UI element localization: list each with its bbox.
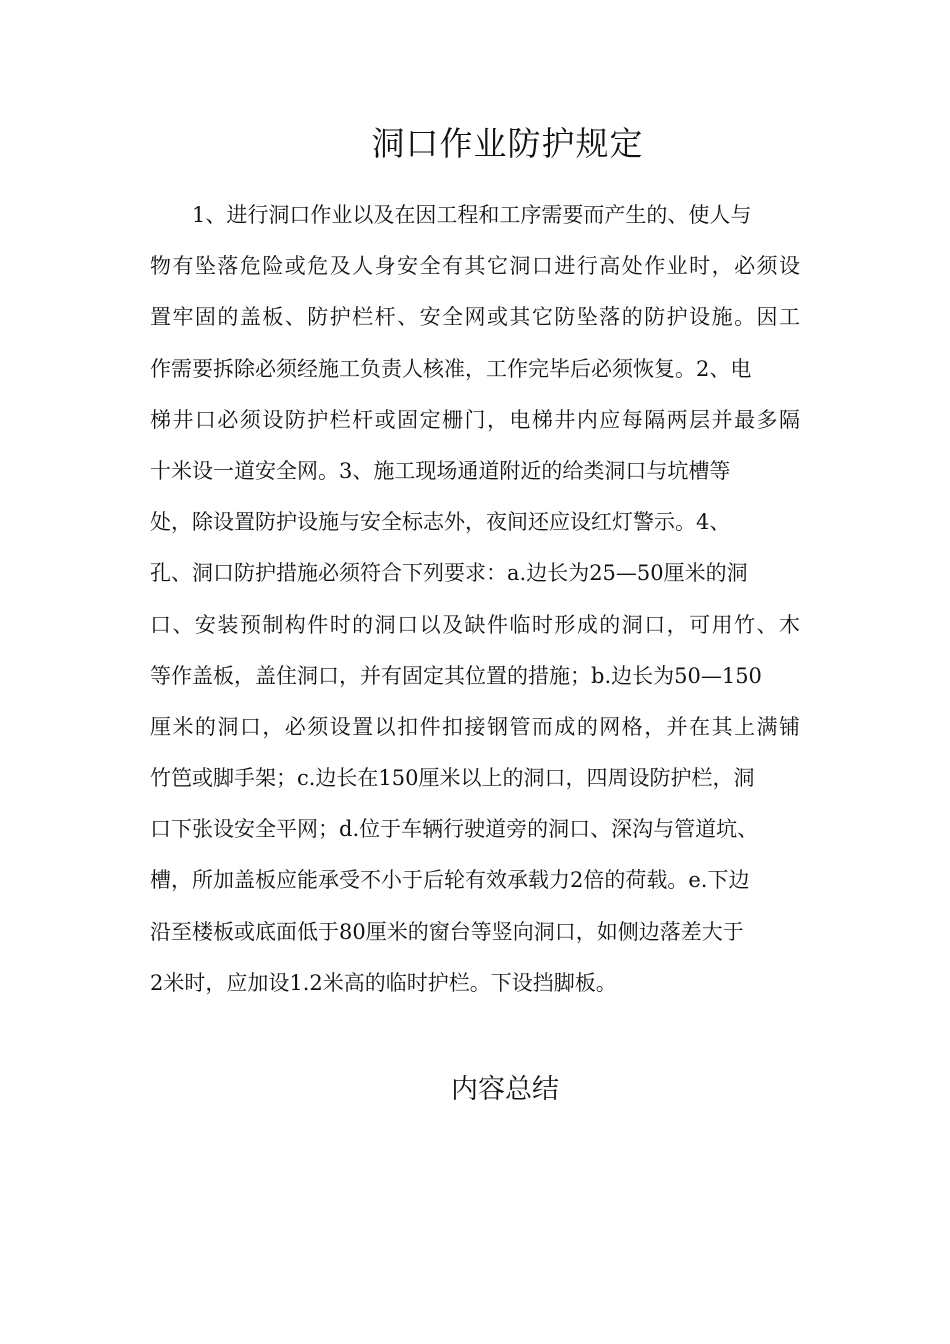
body-paragraph xyxy=(150,190,800,1009)
paragraph-line: 梯井口必须设防护栏杆或固定栅门，电梯井内应每隔两层并最多隔 xyxy=(150,407,800,432)
paragraph-line: 十米设一道安全网。3、施工现场通道附近的给类洞口与坑槽等 xyxy=(150,458,731,483)
paragraph-line: 沿至楼板或底面低于80厘米的窗台等竖向洞口，如侧边落差大于 xyxy=(150,919,744,944)
paragraph-line: 槽，所加盖板应能承受不小于后轮有效承载力2倍的荷载。e.下边 xyxy=(150,868,750,893)
paragraph-line: 置牢固的盖板、防护栏杆、安全网或其它防坠落的防护设施。因工 xyxy=(150,305,800,330)
paragraph-line: 2米时，应加设1.2米高的临时护栏。下设挡脚板。 xyxy=(150,970,617,995)
paragraph-line: 孔、洞口防护措施必须符合下列要求：a.边长为25—50厘米的洞 xyxy=(150,561,748,586)
paragraph-line: 口、安装预制构件时的洞口以及缺件临时形成的洞口，可用竹、木 xyxy=(150,612,800,637)
paragraph-line: 等作盖板，盖住洞口，并有固定其位置的措施；b.边长为50—150 xyxy=(150,663,762,688)
paragraph-line: 厘米的洞口，必须设置以扣件扣接钢管而成的网格，并在其上满铺 xyxy=(150,714,800,739)
paragraph-line: 物有坠落危险或危及人身安全有其它洞口进行高处作业时，必须设 xyxy=(150,254,800,279)
paragraph-line: 作需要拆除必须经施工负责人核准，工作完毕后必须恢复。2、电 xyxy=(150,356,752,381)
paragraph-line: 口下张设安全平网；d.位于车辆行驶道旁的洞口、深沟与管道坑、 xyxy=(150,817,759,842)
document-title: 洞口作业防护规定 xyxy=(371,124,644,163)
paragraph-line: 1、进行洞口作业以及在因工程和工序需要而产生的、使人与 xyxy=(192,203,752,227)
paragraph-line: 处，除设置防护设施与安全标志外，夜间还应设红灯警示。4、 xyxy=(150,510,731,535)
paragraph-line: 竹笆或脚手架；c.边长在150厘米以上的洞口，四周设防护栏，洞 xyxy=(150,766,755,791)
summary-heading: 内容总结 xyxy=(451,1074,559,1105)
